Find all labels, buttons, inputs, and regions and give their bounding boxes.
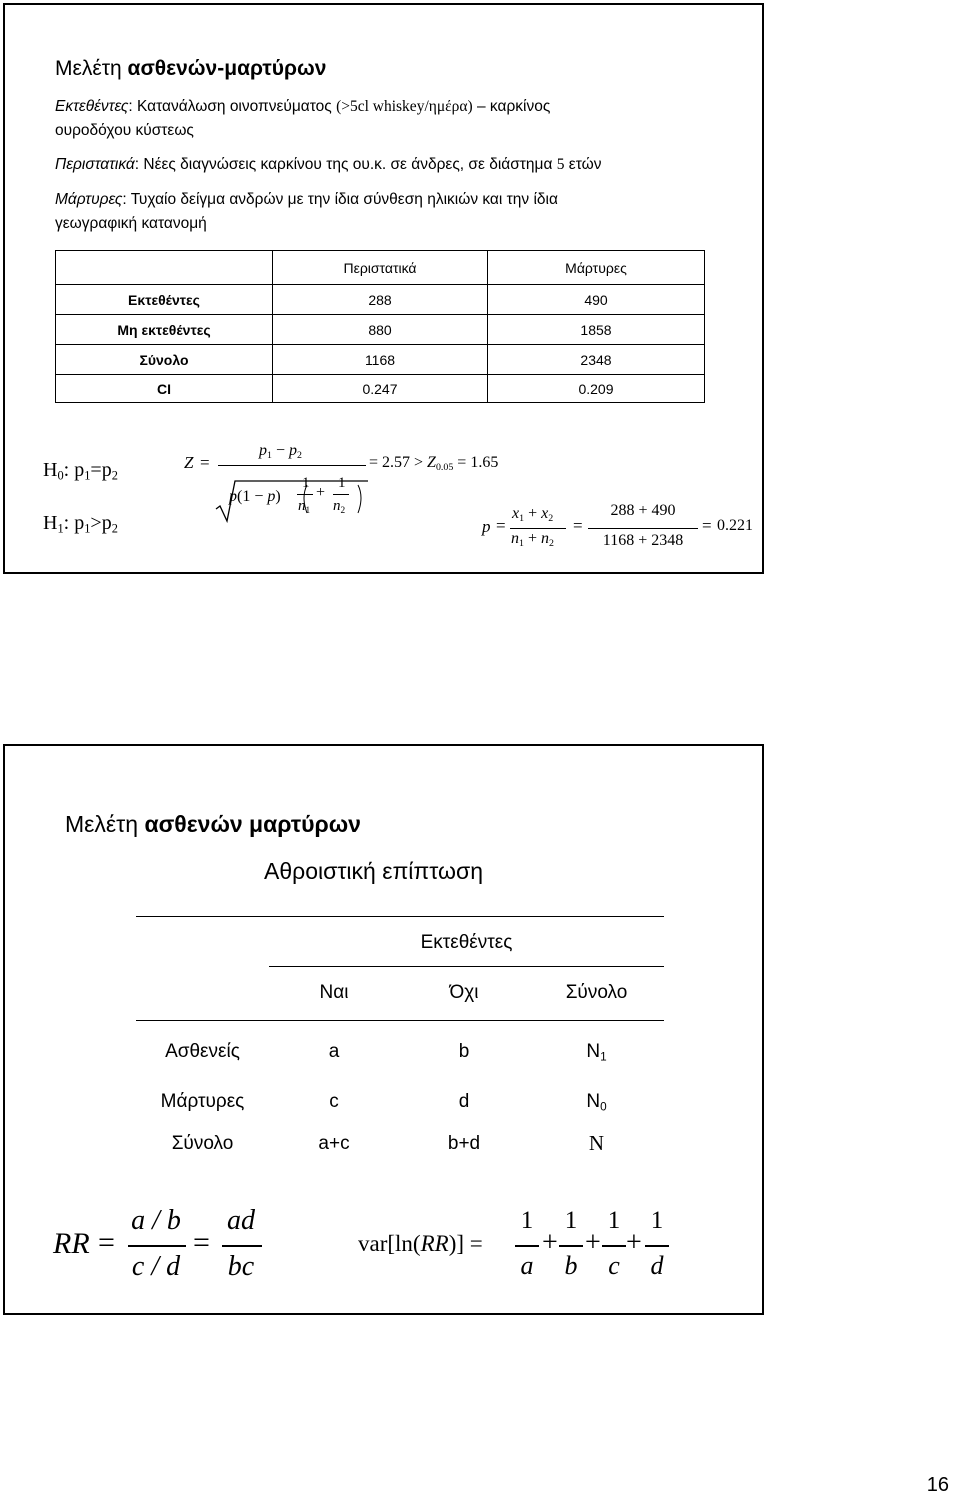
- var-text: )] =: [448, 1231, 483, 1256]
- h-subscript: 0: [57, 468, 64, 483]
- fraction-bar: [128, 1245, 186, 1247]
- table-row: [56, 345, 705, 375]
- row-label: Μάρτυρες: [160, 1091, 245, 1112]
- plus-sign: +: [524, 505, 542, 522]
- table-cell: [529, 1041, 664, 1063]
- table-header-blank: [56, 251, 273, 285]
- row-label: Μη εκτεθέντες: [56, 315, 273, 345]
- table-header-cases: Περιστατικά: [273, 251, 488, 285]
- col-header-no: Όχι: [449, 982, 479, 1003]
- equals-sign: =: [496, 516, 506, 535]
- exposed-label: Εκτεθέντες: [55, 98, 129, 115]
- row-label: Σύνολο: [171, 1133, 234, 1154]
- fraction-bar: [515, 1245, 539, 1247]
- alternative-hypothesis: [43, 512, 118, 535]
- cases-definition: [55, 156, 601, 174]
- equals-sign: =: [702, 516, 712, 535]
- table-cell: a+c: [318, 1133, 350, 1154]
- fraction-denominator: a: [520, 1251, 534, 1280]
- subscript: 1: [600, 1050, 607, 1064]
- table-cell: 490: [488, 285, 705, 315]
- total-symbol: N: [586, 1041, 601, 1062]
- table-cell: 0.209: [488, 375, 705, 403]
- col-header-total: Σύνολο: [565, 982, 628, 1003]
- cases-text-end: ετών: [564, 156, 602, 173]
- table-cell: c: [329, 1091, 339, 1112]
- var-text: var[ln(: [358, 1231, 421, 1256]
- exposed-outcome: – καρκίνος: [472, 98, 551, 115]
- p-subscript: 2: [111, 521, 118, 536]
- variance-lhs: [358, 1231, 483, 1257]
- cases-text: : Νέες διαγνώσεις καρκίνου της ου.κ. σε άνδρες, σε διάστημα: [134, 156, 557, 173]
- result-text: = 2.57 >: [369, 454, 428, 471]
- table-cell: a: [328, 1041, 340, 1062]
- controls-definition-cont: γεωγραφική κατανομή: [55, 215, 207, 232]
- p-denominator-value: 1168 + 2348: [602, 532, 684, 549]
- table-row: [56, 315, 705, 345]
- table-rule: [136, 1020, 664, 1021]
- slide-title: [55, 57, 326, 81]
- fraction-denominator: [298, 498, 310, 515]
- subscript: 0.05: [435, 461, 454, 473]
- cases-label: Περιστατικά: [55, 156, 135, 173]
- slide-cumulative-incidence: [3, 744, 764, 1315]
- rr-numerator: a / b: [131, 1205, 181, 1236]
- equals-sign: =: [200, 453, 210, 472]
- exposure-table: [55, 250, 705, 403]
- paren-text: (1 −: [237, 488, 268, 505]
- p-subscript: 2: [111, 468, 118, 483]
- subscript: 1: [305, 505, 311, 516]
- p-numerator: [512, 505, 553, 523]
- title-bold: ασθενών μαρτύρων: [144, 811, 361, 837]
- table-cell: 288: [273, 285, 488, 315]
- fraction-denominator: b: [564, 1251, 578, 1280]
- plus-sign: +: [626, 1227, 642, 1258]
- slide-subtitle: Αθροιστική επίπτωση: [264, 858, 483, 884]
- table-rule: [136, 916, 664, 917]
- controls-text: : Τυχαίο δείγμα ανδρών με την ίδια σύνθεση ηλικιών και την ίδια: [122, 191, 558, 208]
- equals-sign: =: [98, 1226, 115, 1259]
- n-symbol: n: [511, 530, 519, 547]
- p-symbol: p: [288, 442, 297, 459]
- rr-numerator: ad: [227, 1205, 255, 1236]
- fraction-numerator: 1: [650, 1207, 664, 1234]
- table-cell: b: [458, 1041, 470, 1062]
- table-cell: b+d: [447, 1133, 481, 1154]
- p-symbol: p: [259, 442, 267, 459]
- row-label: CI: [56, 375, 273, 403]
- fraction-numerator: 1: [564, 1207, 578, 1234]
- equals-sign: =: [193, 1226, 210, 1259]
- z-numerator: [259, 442, 302, 460]
- paren-text: ): [275, 488, 281, 505]
- rr-denominator: c / d: [131, 1251, 181, 1282]
- table-header-row: [56, 251, 705, 285]
- fraction-numerator: 1: [338, 475, 346, 491]
- table-cell: 880: [273, 315, 488, 345]
- fraction-denominator: [333, 498, 345, 515]
- row-label: Ασθενείς: [165, 1041, 240, 1062]
- fraction-denominator: c: [608, 1251, 620, 1280]
- table-cell: 1168: [273, 345, 488, 375]
- table-cell: d: [458, 1091, 470, 1112]
- fraction-bar: [645, 1245, 669, 1247]
- p-result: 0.221: [717, 517, 753, 534]
- equals-sign: =: [573, 516, 583, 535]
- plus-sign: +: [316, 484, 326, 501]
- fraction-bar: [297, 494, 313, 495]
- fraction-bar: [222, 1245, 262, 1247]
- table-header-controls: Μάρτυρες: [488, 251, 705, 285]
- h-text: : p: [63, 512, 85, 534]
- n-symbol: n: [540, 530, 549, 547]
- sqrt-prefix: [229, 488, 281, 506]
- table-cell: 1858: [488, 315, 705, 345]
- slide-case-control-study: [3, 3, 764, 574]
- p-numerator-value: 288 + 490: [610, 502, 676, 519]
- table-cell: 2348: [488, 345, 705, 375]
- n-symbol: n: [298, 498, 306, 514]
- total-symbol: N: [588, 1131, 605, 1155]
- page-number: 16: [926, 1474, 949, 1496]
- exposed-definition: [55, 98, 550, 116]
- z-result: [369, 454, 498, 472]
- fraction-bar: [510, 528, 566, 529]
- x-symbol: x: [541, 505, 549, 522]
- total-symbol: N: [586, 1091, 601, 1112]
- fraction-bar: [588, 528, 698, 529]
- plus-sign: +: [523, 530, 541, 547]
- p-subscript: 1: [84, 521, 91, 536]
- rr-denominator: bc: [227, 1251, 255, 1282]
- h-text: >p: [90, 512, 112, 534]
- exposed-definition-cont: ουροδόχου κύστεως: [55, 122, 194, 139]
- h-subscript: 1: [57, 521, 64, 536]
- fraction-bar: [333, 494, 349, 495]
- exposed-header: Εκτεθέντες: [420, 932, 513, 953]
- row-label: Εκτεθέντες: [56, 285, 273, 315]
- controls-label: Μάρτυρες: [55, 191, 123, 208]
- exposed-text: : Κατανάλωση οινοπνεύματος: [128, 98, 337, 115]
- row-label: Σύνολο: [56, 345, 273, 375]
- subscript: 0: [600, 1100, 607, 1114]
- z-symbol: Z: [427, 454, 436, 471]
- subscript: 2: [548, 512, 554, 524]
- rr-symbol: RR: [420, 1231, 449, 1256]
- fraction-numerator: 1: [607, 1207, 621, 1234]
- subscript: 1: [519, 537, 524, 549]
- fraction-numerator: 1: [302, 475, 310, 491]
- table-cell: [529, 1091, 664, 1113]
- title-plain: Μελέτη: [55, 57, 128, 80]
- h-text: =p: [90, 459, 112, 481]
- null-hypothesis: [43, 459, 118, 482]
- table-row: [56, 285, 705, 315]
- plus-sign: +: [585, 1227, 601, 1258]
- subscript: 1: [519, 512, 525, 524]
- title-plain: Μελέτη: [65, 811, 145, 837]
- p-symbol: p: [267, 488, 276, 505]
- exposed-amount: (>5cl whiskey/ημέρα): [336, 98, 473, 115]
- controls-definition: [55, 191, 558, 209]
- n-symbol: n: [333, 498, 341, 514]
- col-header-yes: Ναι: [319, 982, 349, 1003]
- h-letter: H: [43, 459, 58, 481]
- cases-years: 5: [556, 156, 565, 173]
- subscript: 1: [267, 449, 272, 461]
- h-text: : p: [63, 459, 85, 481]
- fraction-bar: [602, 1245, 626, 1247]
- fraction-bar: [559, 1245, 583, 1247]
- slide-title: [65, 811, 361, 838]
- h-letter: H: [43, 512, 58, 534]
- table-cell: 0.247: [273, 375, 488, 403]
- fraction-bar: [218, 465, 366, 466]
- subscript: 2: [548, 537, 554, 549]
- minus-sign: −: [275, 442, 285, 459]
- x-symbol: x: [512, 505, 520, 522]
- plus-sign: +: [542, 1227, 558, 1258]
- result-text: = 1.65: [453, 454, 499, 471]
- fraction-numerator: 1: [520, 1207, 534, 1234]
- p-symbol: p: [229, 488, 237, 505]
- subscript: 2: [340, 505, 346, 516]
- subscript: 2: [296, 449, 302, 461]
- table-row: [56, 375, 705, 403]
- table-rule: [269, 966, 664, 967]
- table-cell: [529, 1131, 664, 1156]
- fraction-denominator: d: [650, 1251, 664, 1280]
- p-subscript: 1: [84, 468, 91, 483]
- rr-symbol: RR: [53, 1227, 90, 1260]
- p-denominator: [511, 530, 554, 548]
- title-bold: ασθενών-μαρτύρων: [127, 57, 327, 80]
- z-symbol: Z: [184, 453, 194, 472]
- p-symbol: p: [482, 517, 491, 536]
